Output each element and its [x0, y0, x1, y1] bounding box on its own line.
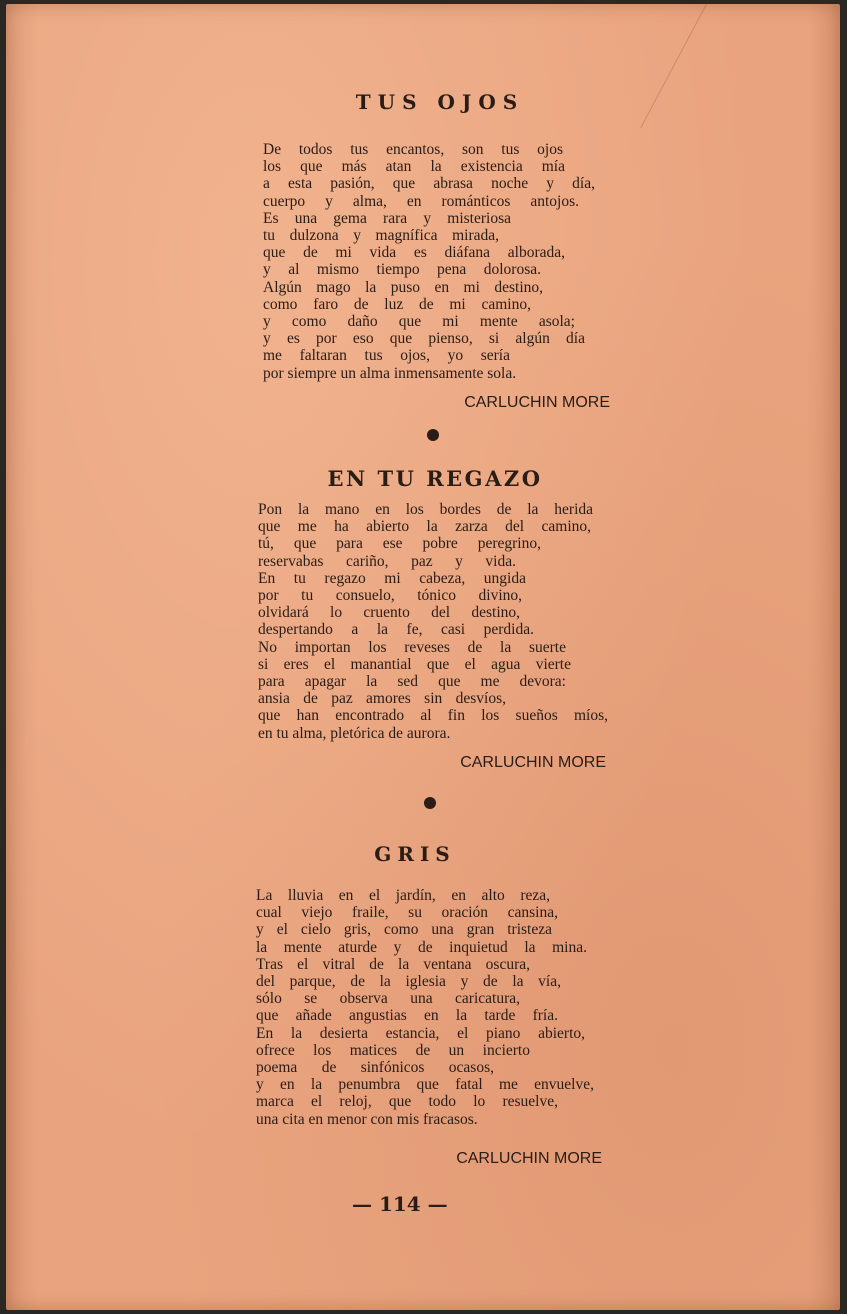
poem-body-tus-ojos — [263, 141, 606, 382]
poem-line: del parque, de la iglesia y de la vía, — [256, 973, 561, 991]
poem-line: Pon la mano en los bordes de la herida — [258, 501, 593, 518]
poem-line: me faltaran tus ojos, yo sería — [263, 347, 510, 365]
poem-line: cual viejo fraile, su oración cansina, — [256, 904, 558, 922]
poem-author: CARLUCHIN MORE — [460, 754, 606, 771]
poem-line: marca el reloj, que todo lo resuelve, — [256, 1093, 558, 1111]
page-number: — 114 — — [352, 1192, 448, 1216]
poem-line: si eres el manantial que el agua vierte — [258, 655, 571, 673]
paper-crease — [640, 4, 707, 128]
poem-line: tu dulzona y magnífica mirada, — [263, 227, 499, 245]
poem-line: despertando a la fe, casi perdida. — [258, 621, 534, 639]
poem-line: a esta pasión, que abrasa noche y día, — [263, 175, 595, 193]
poem-line: Tras el vitral de la ventana oscura, — [256, 955, 530, 973]
poem-title-en-tu-regazo: EN TU REGAZO — [327, 466, 543, 491]
poem-line: sólo se observa una caricatura, — [256, 990, 520, 1008]
poem-line: En tu regazo mi cabeza, ungida — [258, 569, 526, 587]
poem-line: ansia de paz amores sin desvíos, — [258, 690, 506, 708]
poem-line: No importan los reveses de la suerte — [258, 638, 566, 656]
poem-line: Es una gema rara y misteriosa — [263, 209, 511, 227]
poem-line: cuerpo y alma, en románticos antojos. — [263, 192, 579, 210]
poem-line: La lluvia en el jardín, en alto reza, — [256, 887, 550, 904]
poem-line: para apagar la sed que me devora: — [258, 673, 566, 691]
poem-line: la mente aturde y de inquietud la mina. — [256, 938, 587, 956]
poem-line: y como daño que mi mente asola; — [263, 313, 575, 331]
poem-line: y el cielo gris, como una gran tristeza — [256, 921, 552, 939]
section-separator-dot — [424, 797, 436, 809]
poem-line: y al mismo tiempo pena dolorosa. — [263, 261, 541, 279]
poem-line: olvidará lo cruento del destino, — [258, 604, 520, 622]
poem-title-gris: GRIS — [374, 842, 456, 866]
poem-line: en tu alma, pletórica de aurora. — [258, 724, 451, 742]
poem-line: y en la penumbra que fatal me envuelve, — [256, 1076, 594, 1094]
poem-line: que añade angustias en la tarde fría. — [256, 1007, 558, 1025]
poem-author: CARLUCHIN MORE — [464, 394, 610, 411]
poem-line: poema de sinfónicos ocasos, — [256, 1059, 494, 1077]
poem-body-en-tu-regazo — [258, 501, 608, 742]
poem-line: una cita en menor con mis fracasos. — [256, 1110, 478, 1128]
poem-line: que de mi vida es diáfana alborada, — [263, 244, 565, 262]
section-separator-dot — [427, 429, 439, 441]
poem-line: ofrece los matices de un incierto — [256, 1041, 530, 1059]
poem-line: que han encontrado al fin los sueños míos, — [258, 707, 608, 725]
poem-line: y es por eso que pienso, si algún día — [263, 330, 585, 348]
poem-line: Algún mago la puso en mi destino, — [263, 278, 543, 296]
poem-line: reservabas cariño, paz y vida. — [258, 552, 516, 570]
poem-line: por siempre un alma inmensamente sola. — [263, 364, 517, 382]
poem-line: como faro de luz de mi camino, — [263, 295, 531, 313]
poem-line: que me ha abierto la zarza del camino, — [258, 518, 591, 536]
poem-body-gris — [256, 887, 596, 1128]
poem-title-tus-ojos: TUS OJOS — [355, 90, 525, 114]
poem-line: los que más atan la existencia mía — [263, 158, 565, 176]
poem-line: De todos tus encantos, son tus ojos — [263, 141, 563, 158]
poem-line: por tu consuelo, tónico divino, — [258, 587, 522, 605]
poem-line: tú, que para ese pobre peregrino, — [258, 535, 541, 553]
poem-author: CARLUCHIN MORE — [456, 1150, 602, 1167]
poem-line: En la desierta estancia, el piano abierto, — [256, 1024, 585, 1042]
